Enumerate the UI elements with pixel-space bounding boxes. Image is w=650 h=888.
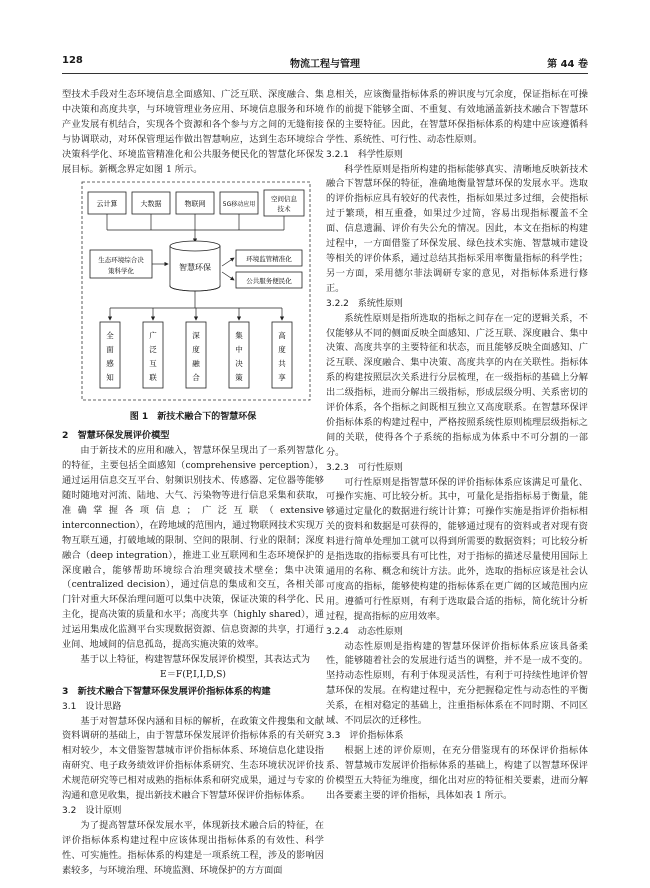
- svg-text:合: 合: [192, 373, 200, 383]
- svg-text:策科学化: 策科学化: [108, 267, 134, 276]
- subsection-heading: 3.1 设计思路: [62, 701, 122, 712]
- svg-text:中: 中: [235, 345, 243, 355]
- paragraph: 型技术手段对生态环境信息全面感知、广泛互联、深度融合、集中决策和高度共享，与环境管理业务应用、环境信息服务和环境产业发展有机结合，实现各个资源和各个参与方之间的无缝衔接与协调联动，对环保管理运作做出智慧响应，达到生态环境综合决策科学化、环境监管精准化和公共服务便民化的智慧化环保发展目标。新概念界定如图 1 所示。: [62, 89, 324, 175]
- svg-text:物联网: 物联网: [184, 200, 206, 209]
- right-box-2: [236, 272, 302, 288]
- paragraph: 可行性原则是指智慧环保的评价指标体系应该满足可量化、可操作实施、可比较分析。其中，可量化是指指标易于衡量，能够通过定量化的数据进行统计计算；可操作实施是指评价指标相关的资料和数据是可获得的，能够通过现有的资料或者对现有资料进行简单处理加工就可以得到所需要的数据资料；可比较分析是指选取的指标要具有可比性，对于指标的描述尽量使用国际上通用的名称、概念和统计方法。此外，选取的指标应该是社会认可度高的指标，能够使构建的指标体系在更广阔的区域范围内应用。遵循可行性原则，有利于选取最合适的指标，简化统计分析过程，提高指标的应用效率。: [326, 476, 588, 622]
- svg-text:知: 知: [106, 373, 114, 383]
- figure-caption: 图 1 新技术融合下的智慧环保: [129, 412, 257, 423]
- figure-diagram: [62, 180, 324, 408]
- top-box-3: [176, 192, 214, 214]
- svg-text:大数据: 大数据: [140, 200, 162, 209]
- paragraph: 动态性原则是指构建的智慧环保评价指标体系应该具备柔性，能够随着社会的发展进行适当的调整，并不是一成不变的。坚持动态性原则，有利于体现灵活性，有利于可持续性地评价智慧环保的发展。在构建过程中，充分把握稳定性与动态性的平衡关系，在相对稳定的基础上，注重指标体系在不同时期、不同区域、不同层次的迁移性。: [326, 640, 588, 727]
- section-heading: 2 智慧环保发展评价模型: [62, 430, 170, 442]
- formula: E＝F(P,I,I,D,S): [159, 668, 227, 680]
- subsection-heading: 3.2.2 系统性原则: [326, 298, 403, 309]
- top-box-1: [88, 192, 126, 214]
- svg-text:技术: 技术: [277, 205, 291, 214]
- figure-1: [62, 180, 324, 408]
- running-header: [62, 55, 588, 73]
- paragraph: 为了提高智慧环保发展水平，体现新技术融合后的特征，在评价指标体系构建过程中应该体现出指标体系的有效性、科学性、可实施性。指标体系的构建是一项系统工程，涉及的影响因素较多，与环境治理、环境监测、环境保护的方方面面: [62, 819, 324, 876]
- svg-text:集: 集: [235, 331, 243, 341]
- svg-text:度: 度: [278, 345, 286, 355]
- paragraph: 系统性原则是指所选取的指标之间存在一定的逻辑关系，不仅能够从不同的侧面反映全面感知、广泛互联、深度融合、集中决策、高度共享的主要特征和状态，而且能够反映全面感知、广泛互联、深度融合、集中决策、高度共享的内在关联性。指标体系的构建按照层次关系进行分层梳理，在一级指标的基础上分解出二级指标，进而分解出三级指标，形成层级分明、关系密切的评价体系，各个指标之间既相互独立又高度联系。在智慧环保评价指标体系的构建过程中，严格按照系统性原则梳理层级指标之间的关联，使得各个子系统的指标成为体系中不可分割的一部分。: [326, 312, 588, 458]
- bottom-box-2: [143, 322, 163, 388]
- paragraph: 由于新技术的应用和融入，智慧环保呈现出了一系列智慧化的特征，主要包括全面感知（comprehensive perception），通过运用信息交互平台、射频识别技术、传感器、定位器等能够随时随地对河流、陆地、大气、污染物等进行信息采集和获取，准确掌握各项信息；广泛互联（extensive interconnection），在跨地域的范围内，通过物联网技术实现万物互联互通，打破地域的限制、空间的限制、行业的限制；深度融合（deep integration），推进工业互联网和生态环境保护的深度融合，能够帮助环境综合治理突破技术壁垒；集中决策（centralized decision），通过信息的集成和交互，各相关部门针对重大环保治理问题可以集中决策，保证决策的科学化、民主化，提高决策的质量和水平；高度共享（highly shared），通过运用集成化监测平台实现数据资源、信息资源的共享，打通行业间、地域间的信息孤岛，提高实施决策的效率。: [62, 445, 324, 651]
- svg-text:5G移动应用: 5G移动应用: [222, 201, 256, 209]
- left-column: [62, 88, 324, 879]
- svg-text:广: 广: [149, 331, 157, 341]
- svg-text:全: 全: [106, 331, 114, 341]
- svg-text:智慧环保: 智慧环保: [179, 263, 211, 273]
- svg-text:生态环境综合决: 生态环境综合决: [98, 256, 144, 265]
- bottom-box-4: [229, 322, 249, 388]
- subsection-heading: 3.3 评价指标体系: [326, 730, 404, 741]
- svg-text:云计算: 云计算: [96, 200, 118, 209]
- bottom-box-3: [186, 322, 206, 388]
- svg-text:决: 决: [235, 359, 243, 369]
- volume-label: 第 44 卷: [547, 59, 588, 70]
- svg-text:面: 面: [106, 345, 114, 355]
- left-decision-box: [90, 250, 152, 278]
- svg-text:深: 深: [192, 331, 200, 341]
- svg-text:环境监管精准化: 环境监管精准化: [246, 255, 292, 264]
- paragraph: 科学性原则是指所构建的指标能够真实、清晰地反映新技术融合下智慧环保的特征，准确地衡量智慧环保的发展水平。选取的评价指标应具有较好的代表性，指标如果过多过细，会使指标过于繁琐，相互重叠，如果过少过简，容易出现指标覆盖不全面、信息遗漏、评价有失公允的情况。因此，本文在指标的构建过程中，一方面借鉴了环保发展、绿色技术实施、智慧城市建设等相关的评价体系，通过总结其指标采用率衡量指标的科学性；另一方面，采用德尔菲法调研专家的意见，对指标体系进行修正。: [326, 163, 588, 294]
- bottom-box-5: [272, 322, 292, 388]
- subsection-heading: 3.2.1 科学性原则: [326, 149, 403, 160]
- top-box-2: [132, 192, 170, 214]
- right-box-1: [236, 250, 302, 266]
- bottom-box-1: [100, 322, 120, 388]
- svg-text:感: 感: [106, 359, 114, 369]
- top-box-4: [220, 192, 258, 214]
- top-box-5: [264, 190, 304, 216]
- paragraph: 息相关，应该衡量指标体系的辨识度与冗余度，保证指标在可操作的前提下能够全面、不重复、有效地涵盖新技术融合下智慧环保的主要特征。因此，在智慧环保指标体系的构建中应该遵循科学性、系统性、可行性、动态性原则。: [326, 89, 588, 145]
- svg-text:融: 融: [192, 359, 200, 369]
- right-column: [326, 88, 588, 804]
- subsection-heading: 3.2.4 动态性原则: [326, 626, 403, 637]
- subsection-heading: 3.2 设计原则: [62, 806, 122, 816]
- svg-text:度: 度: [192, 345, 200, 355]
- paragraph: 基于以上特征，构建智慧环保发展评价模型，其表达式为: [80, 653, 311, 665]
- svg-text:泛: 泛: [149, 345, 157, 355]
- journal-title: 物流工程与管理: [290, 59, 360, 70]
- page-number: 128: [62, 55, 83, 66]
- center-cylinder: [170, 241, 220, 291]
- svg-text:享: 享: [278, 373, 286, 383]
- paragraph: 根据上述的评价原则，在充分借鉴现有的环保评价指标体系、智慧城市发展评价指标体系的基础上，构建了以智慧环保评价模型五大特征为维度，细化出对应的特征相关要素，进而分解出各要素主要的评价指标，具体如表 1 所示。: [326, 744, 588, 801]
- paragraph: 基于对智慧环保内涵和目标的解析，在政策文件搜集和文献资料调研的基础上，由于智慧环保发展评价指标体系的有关研究相对较少，本文借鉴智慧城市评价指标体系、环境信息化建设指南研究、电子政务绩效评价指标体系研究、生态环境状况评价技术规范研究等已相对成熟的指标体系和研究成果，通过与专家的沟通和意见收集，提出新技术融合下智慧环保评价指标体系。: [62, 715, 324, 802]
- header-rule: [62, 73, 588, 74]
- svg-text:策: 策: [235, 373, 243, 383]
- svg-text:高: 高: [278, 331, 286, 341]
- subsection-heading: 3.2.3 可行性原则: [326, 462, 403, 473]
- svg-text:互: 互: [149, 359, 157, 369]
- svg-text:空间信息: 空间信息: [271, 195, 297, 204]
- section-heading: 3 新技术融合下智慧环保发展评价指标体系的构建: [62, 685, 271, 697]
- svg-text:联: 联: [149, 373, 157, 383]
- svg-text:共: 共: [278, 359, 286, 369]
- svg-text:公共服务便民化: 公共服务便民化: [246, 277, 292, 286]
